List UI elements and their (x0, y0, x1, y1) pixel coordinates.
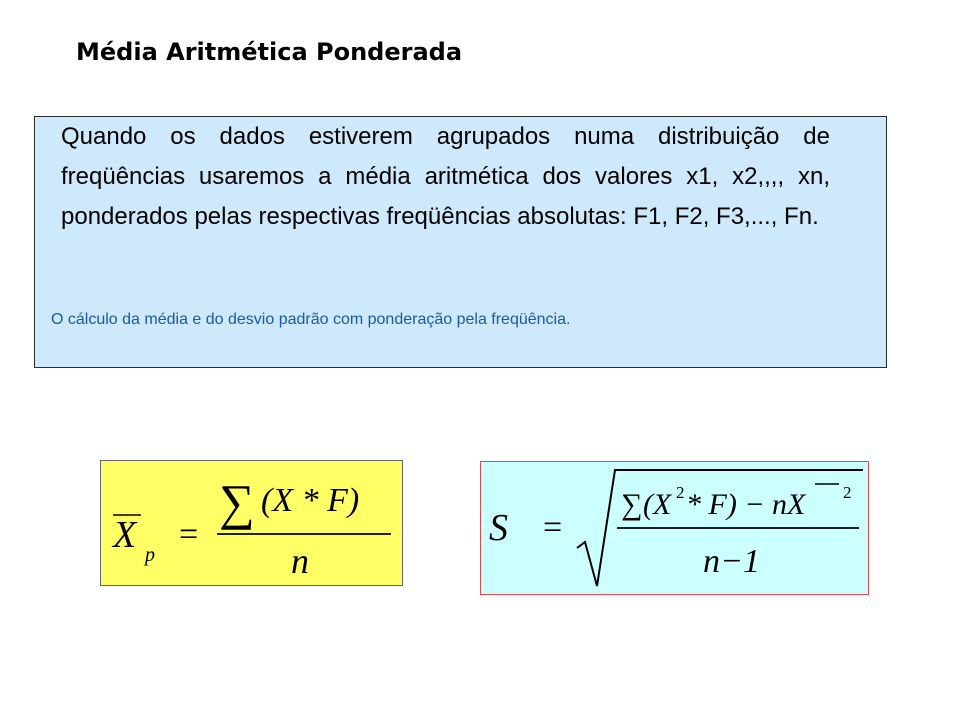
mean-sum-symbol: ∑ (219, 474, 255, 530)
sd-equals-sign: = (543, 509, 563, 546)
weighted-mean-formula (101, 461, 402, 585)
mean-denominator: n (291, 541, 309, 581)
weighted-std-dev-formula-box (480, 461, 869, 595)
sd-lhs-symbol: S (489, 507, 508, 549)
sd-numerator-exponent-2: 2 (843, 483, 852, 502)
mean-numerator: (X * F) (261, 482, 360, 519)
sd-sum-symbol: ∑ (621, 488, 643, 521)
mean-equals-sign: = (179, 516, 199, 553)
sd-denominator: n−1 (703, 543, 760, 580)
sd-numerator-rest: * F) − nX (686, 488, 806, 521)
definition-paragraph: Quando os dados estiverem agrupados numa distribuição de freqüências usaremos a média aritmética dos valores x1, x2,,,, xn, ponderados pelas respectivas freqüências absolutas: F1, F2, F3,..., Fn. (61, 123, 830, 230)
definition-box (34, 116, 887, 368)
sd-numerator-open: (X (643, 488, 672, 521)
weighted-std-dev-formula (481, 462, 868, 594)
weighted-mean-formula-box (100, 460, 403, 586)
mean-lhs-symbol: X (113, 514, 137, 556)
definition-note: O cálculo da média e do desvio padrão com ponderação pela freqüência. (51, 311, 571, 328)
mean-lhs-subscript: p (145, 544, 155, 566)
sd-numerator-exponent: 2 (676, 483, 685, 502)
page-title: Média Aritmética Ponderada (76, 38, 463, 66)
